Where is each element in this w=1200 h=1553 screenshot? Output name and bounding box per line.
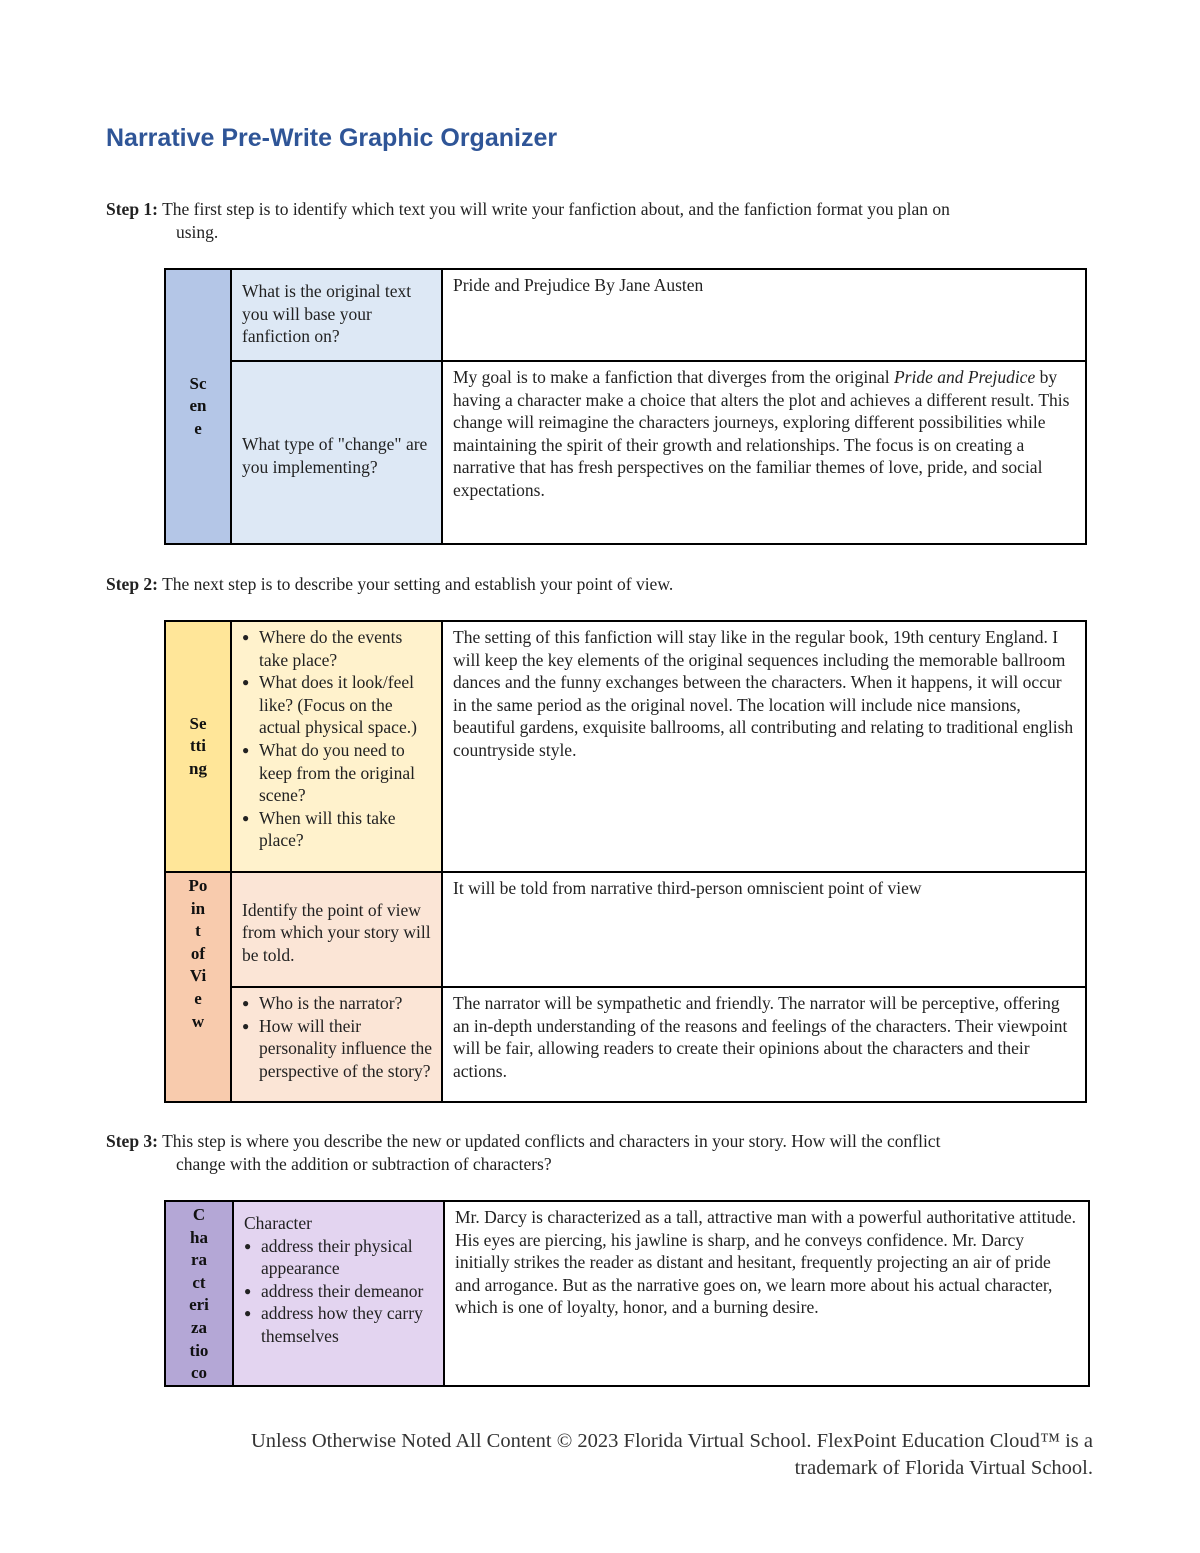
footer-line1: Unless Otherwise Noted All Content © 2023 Florida Virtual School. FlexPoint Education Cloud™ is a xyxy=(250,1430,1093,1452)
character-answer[interactable]: Mr. Darcy is characterized as a tall, attractive man with a powerful authoritative attitude. His eyes are piercing, his jawline is sharp, and he conveys confidence. Mr. Darcy initially strikes the reader as distant and hesitant, frequently projecting an air of pride and arrogance. But as the narrative goes on, we learn more about his actual character, which is one of loyalty, honor, and a burning desire. xyxy=(444,1201,1089,1386)
step-1-text-line1: The first step is to identify which text you will write your fanfiction about, and the fanfiction format you plan on xyxy=(158,199,950,219)
scene-table xyxy=(164,268,1087,545)
page-title: Narrative Pre-Write Graphic Organizer xyxy=(106,124,558,152)
narrator-bullet: ● How will their personality influence the perspective of the story? xyxy=(242,1015,433,1083)
step-3-instructions xyxy=(106,1130,1066,1176)
character-bullet: ● address their demeanor xyxy=(244,1280,435,1303)
original-text-question: What is the original text you will base your fanfiction on? xyxy=(231,269,442,361)
step-1-instructions xyxy=(106,198,1066,244)
original-text-answer[interactable]: Pride and Prejudice By Jane Austen xyxy=(442,269,1086,361)
step-2-label: Step 2: xyxy=(106,574,159,594)
step-3-text-line1: This step is where you describe the new or updated conflicts and characters in your story. How will the conflict xyxy=(158,1131,941,1151)
setting-bullet: ● Where do the events take place? xyxy=(242,626,433,671)
change-type-question: What type of "change" are you implementing? xyxy=(231,361,442,544)
step-3-label: Step 3: xyxy=(106,1131,159,1151)
setting-bullet: ● When will this take place? xyxy=(242,807,433,852)
pov-question: Identify the point of view from which your story will be told. xyxy=(231,872,442,987)
step-2-text: The next step is to describe your setting and establish your point of view. xyxy=(158,574,674,594)
step-1-text-line2: using. xyxy=(176,222,219,242)
pov-side-label: Po in t of Vi e w xyxy=(165,872,231,1102)
step-1-label: Step 1: xyxy=(106,199,159,219)
characterization-table xyxy=(164,1200,1090,1387)
character-bullet: ● address their physical appearance xyxy=(244,1235,435,1280)
change-type-answer[interactable]: My goal is to make a fanfiction that diverges from the original Pride and Prejudice by having a character make a choice that alters the plot and achieves a different result. This change will reimagine the characters journeys, exploring different possibilities while maintaining the spirit of their growth and relationships. The focus is on creating a narrative that has fresh perspectives on the familiar themes of love, pride, and social expectations. xyxy=(442,361,1086,544)
character-bullet: ● address how they carry themselves xyxy=(244,1302,435,1347)
character-questions xyxy=(233,1201,444,1386)
scene-side-label: Sc en e xyxy=(165,269,231,544)
footer-line2: trademark of Florida Virtual School. xyxy=(794,1457,1093,1479)
setting-questions xyxy=(231,621,442,872)
character-heading: Character xyxy=(244,1213,313,1233)
setting-answer[interactable]: The setting of this fanfiction will stay like in the regular book, 19th century England. I will keep the key elements of the original sequences including the memorable ballroom dances and the funny exchanges between the characters. When it happens, it will occur in the same period as the original novel. The location will include nice mansions, beautiful gardens, exquisite ballrooms, all contributing and relating to traditional english countryside style. xyxy=(442,621,1086,872)
characterization-side-label: C ha ra ct eri za tio co xyxy=(165,1201,233,1386)
setting-bullet: ● What does it look/feel like? (Focus on the actual physical space.) xyxy=(242,671,433,739)
pov-answer[interactable]: It will be told from narrative third-person omniscient point of view xyxy=(442,872,1086,987)
narrator-bullet: ● Who is the narrator? xyxy=(242,992,433,1015)
footer xyxy=(93,1428,1093,1482)
narrator-answer[interactable]: The narrator will be sympathetic and friendly. The narrator will be perceptive, offering an in-depth understanding of the reasons and feelings of the characters. Their viewpoint will be fair, allowing readers to create their opinions about the characters and their actions. xyxy=(442,987,1086,1102)
narrator-questions xyxy=(231,987,442,1102)
setting-bullet: ● What do you need to keep from the original scene? xyxy=(242,739,433,807)
step-3-text-line2: change with the addition or subtraction of characters? xyxy=(176,1154,552,1174)
setting-side-label: Se tti ng xyxy=(165,621,231,872)
step-2-instructions xyxy=(106,573,1066,596)
setting-pov-table xyxy=(164,620,1087,1103)
